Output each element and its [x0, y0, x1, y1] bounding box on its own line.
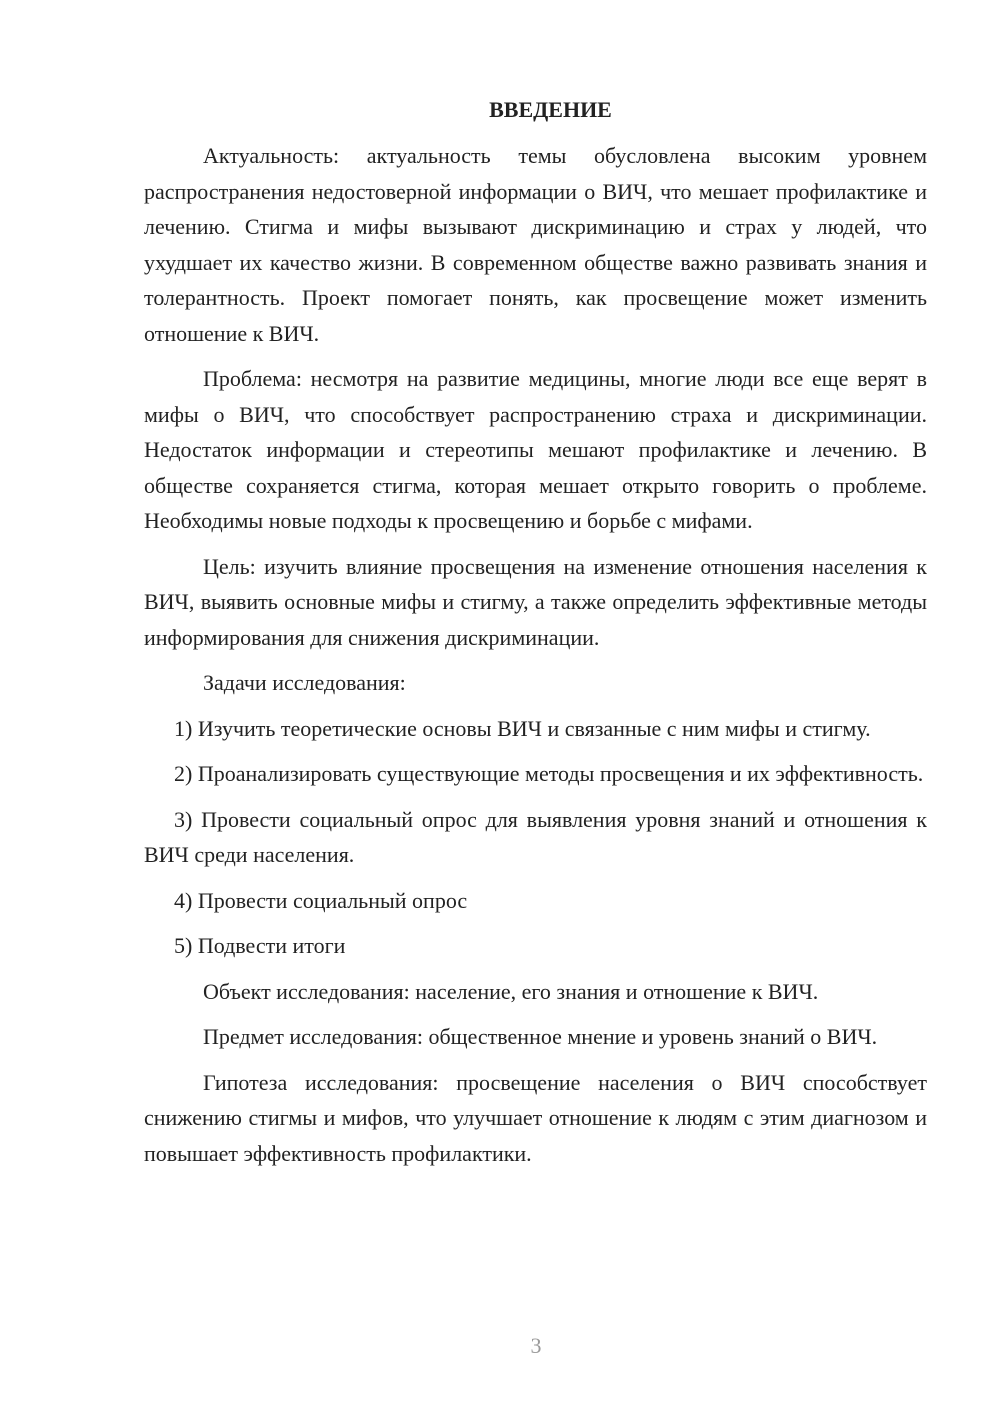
task-item-5: 5) Подвести итоги: [174, 933, 346, 958]
task-item-4: 4) Провести социальный опрос: [174, 887, 468, 913]
goal-paragraph: Цель: изучить влияние просвещения на изменение отношения населения к ВИЧ, выявить основные мифы и стигму, а также определить эффективные методы информирования для снижения дискриминации.: [144, 553, 927, 650]
object-paragraph: Объект исследования: население, его знания и отношение к ВИЧ.: [203, 978, 819, 1004]
hypothesis-paragraph: Гипотеза исследования: просвещение населения о ВИЧ способствует снижению стигмы и мифов, что улучшает отношение к людям с этим диагнозом и повышает эффективность профилактики.: [144, 1069, 927, 1166]
section-heading: ВВЕДЕНИЕ: [489, 97, 612, 122]
problem-paragraph: Проблема: несмотря на развитие медицины, многие люди все еще верят в мифы о ВИЧ, что способствует распространению страха и дискриминации. Недостаток информации и стереотипы мешают профилактике и лечению. В обществе сохраняется стигма, которая мешает открыто говорить о проблеме. Необходимы новые подходы к просвещению и борьбе с мифами.: [144, 366, 927, 533]
document-page: [144, 92, 927, 1181]
page-number: 3: [530, 1333, 542, 1358]
task-item-1: 1) Изучить теоретические основы ВИЧ и связанные с ним мифы и стигму.: [174, 715, 871, 741]
subject-paragraph: Предмет исследования: общественное мнение и уровень знаний о ВИЧ.: [203, 1024, 878, 1049]
task-item-2: 2) Проанализировать существующие методы просвещения и их эффективность.: [174, 761, 924, 786]
tasks-heading: Задачи исследования:: [203, 670, 406, 695]
task-item-3: 3) Провести социальный опрос для выявления уровня знаний и отношения к ВИЧ среди населения.: [144, 806, 927, 867]
relevance-paragraph: Актуальность: актуальность темы обусловлена высоким уровнем распространения недостоверной информации о ВИЧ, что мешает профилактике и лечению. Стигма и мифы вызывают дискриминацию и страх у людей, что ухудшает их качество жизни. В современном обществе важно развивать знания и толерантность. Проект помогает понять, как просвещение может изменить отношение к ВИЧ.: [144, 143, 927, 346]
